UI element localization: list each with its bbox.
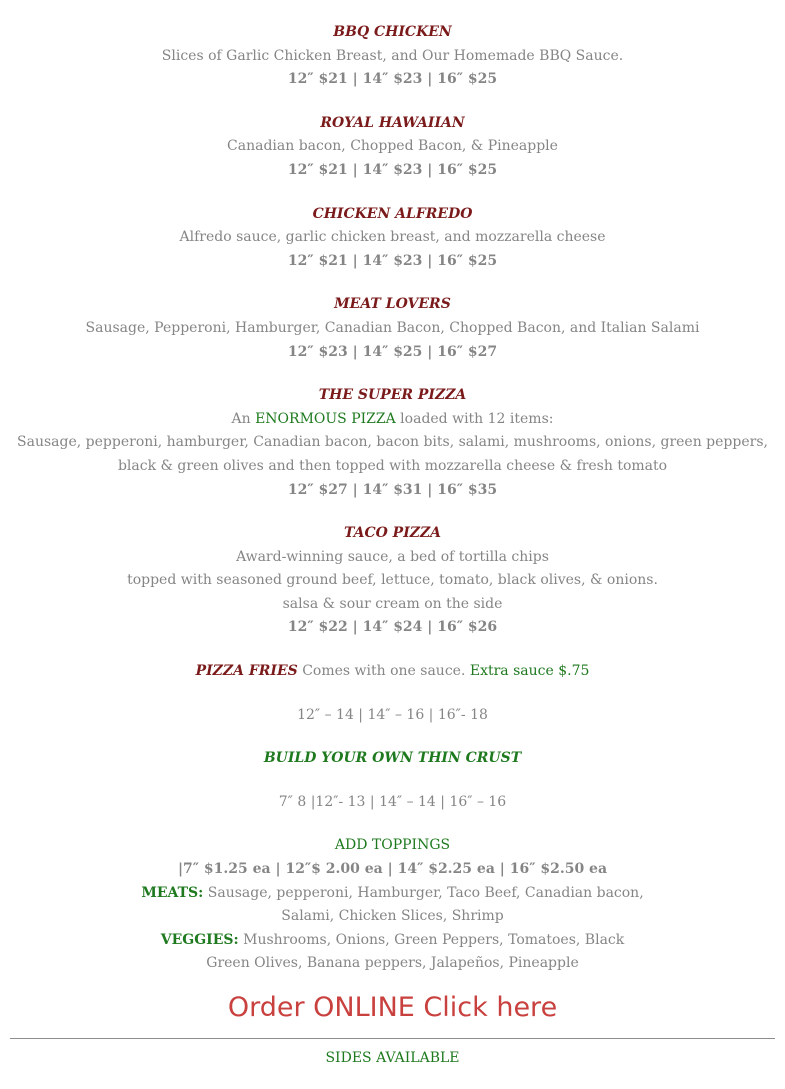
menu-item — [0, 293, 785, 364]
item-price: 12″ $22 | 14″ $24 | 16″ $26 — [287, 619, 498, 636]
pizza-fries-item — [0, 660, 785, 727]
veggies-line — [0, 929, 785, 953]
extra-sauce-note: Extra sauce $.75 — [469, 663, 590, 680]
item-description: Alfredo sauce, garlic chicken breast, and mozzarella cheese — [179, 229, 606, 246]
item-description: Canadian bacon, Chopped Bacon, & Pineapple — [227, 138, 558, 155]
order-online-link[interactable]: Order ONLINE Click here — [227, 992, 558, 1023]
veggies-label: VEGGIES: — [160, 931, 239, 948]
toppings-title: ADD TOPPINGS — [334, 837, 451, 854]
item-intro — [0, 408, 785, 432]
item-description: Comes with one sauce. — [297, 663, 470, 680]
item-title: TACO PIZZA — [343, 525, 442, 542]
item-description: Award-winning sauce, a bed of tortilla chips — [236, 548, 549, 565]
item-description: Sausage, pepperoni, hamburger, Canadian bacon, bacon bits, salami, mushrooms, onions, green peppers, — [17, 434, 768, 451]
spacer — [0, 771, 785, 791]
sides-title: SIDES AVAILABLE — [325, 1050, 460, 1066]
meats-list: Sausage, pepperoni, Hamburger, Taco Beef, Canadian bacon, — [203, 884, 644, 901]
intro-highlight: ENORMOUS PIZZA — [255, 410, 396, 427]
item-price: 12″ $27 | 14″ $31 | 16″ $35 — [287, 481, 498, 498]
item-description: Slices of Garlic Chicken Breast, and Our Homemade BBQ Sauce. — [161, 47, 624, 64]
pizza-fries-line — [0, 660, 785, 684]
item-title: PIZZA FRIES — [195, 663, 298, 680]
menu-item — [0, 112, 785, 183]
meats-list-continued: Salami, Chicken Slices, Shrimp — [281, 908, 504, 925]
toppings-section — [0, 834, 785, 976]
item-price: 12″ $21 | 14″ $23 | 16″ $25 — [287, 252, 498, 269]
thin-crust-item — [0, 747, 785, 814]
menu-item — [0, 203, 785, 274]
item-description: Sausage, Pepperoni, Hamburger, Canadian Bacon, Chopped Bacon, and Italian Salami — [85, 319, 700, 336]
item-price: 12″ $21 | 14″ $23 | 16″ $25 — [287, 71, 498, 88]
item-title: CHICKEN ALFREDO — [312, 205, 473, 222]
item-description: topped with seasoned ground beef, lettuce, tomato, black olives, & onions. — [127, 572, 658, 589]
veggies-list-continued: Green Olives, Banana peppers, Jalapeños, Pineapple — [206, 955, 579, 972]
item-title: BBQ CHICKEN — [333, 24, 452, 40]
item-title: MEAT LOVERS — [334, 296, 451, 313]
item-title: ROYAL HAWAIIAN — [320, 114, 465, 131]
section-divider — [10, 1038, 775, 1039]
spacer — [0, 684, 785, 704]
toppings-price: |7″ $1.25 ea | 12″$ 2.00 ea | 14″ $2.25 ea | 16″ $2.50 ea — [177, 861, 608, 878]
super-pizza-item — [0, 384, 785, 502]
intro-suffix: loaded with 12 items: — [395, 410, 554, 427]
menu-item — [0, 21, 785, 92]
taco-pizza-item — [0, 522, 785, 640]
item-price: 12″ $23 | 14″ $25 | 16″ $27 — [287, 343, 498, 360]
item-title: BUILD YOUR OWN THIN CRUST — [263, 750, 522, 767]
meats-label: MEATS: — [141, 884, 204, 901]
item-price: 12″ $21 | 14″ $23 | 16″ $25 — [287, 161, 498, 178]
item-price: 7″ 8 |12″- 13 | 14″ – 14 | 16″ – 16 — [278, 793, 507, 810]
item-description: salsa & sour cream on the side — [282, 595, 503, 612]
item-title: THE SUPER PIZZA — [318, 387, 467, 404]
item-description: black & green olives and then topped with mozzarella cheese & fresh tomato — [117, 457, 668, 474]
veggies-list: Mushrooms, Onions, Green Peppers, Tomatoes, Black — [238, 931, 625, 948]
intro-prefix: An — [231, 410, 256, 427]
item-price: 12″ – 14 | 14″ – 16 | 16″- 18 — [297, 706, 488, 723]
meats-line — [0, 882, 785, 906]
